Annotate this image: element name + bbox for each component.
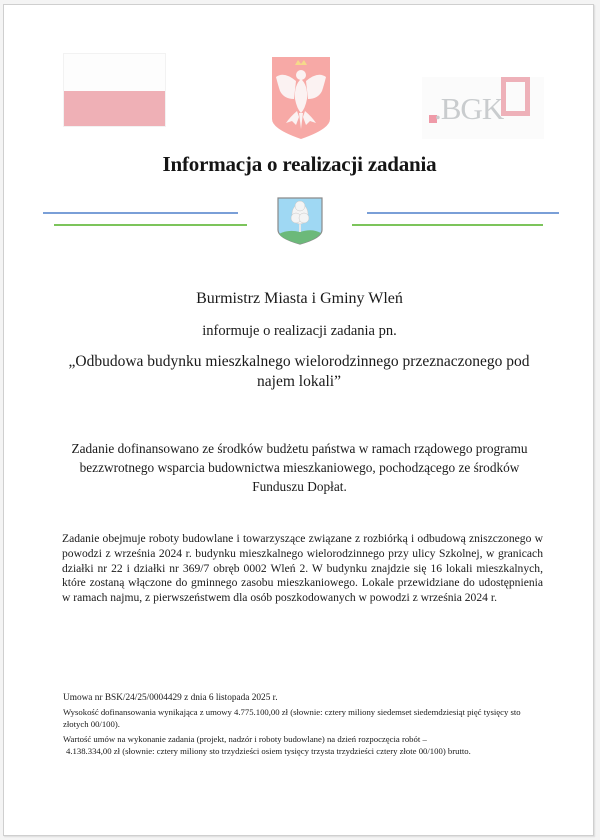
divider-line-blue-right: [367, 212, 559, 214]
page-title: Informacja o realizacji zadania: [162, 152, 437, 176]
bgk-square-icon: [501, 77, 530, 116]
wlen-coat-of-arms-icon: [276, 196, 324, 245]
divider-line-green-left: [54, 224, 247, 226]
flag-white-stripe: [64, 54, 165, 91]
task-name: „Odbudowa budynku mieszkalnego wielorodzinnego przeznaczonego pod najem lokali”: [68, 353, 530, 390]
document-page: [3, 4, 594, 836]
divider-line-green-right: [352, 224, 543, 226]
funding-amount: Wysokość dofinansowania wynikająca z umowy 4.775.100,00 zł (słownie: cztery miliony siedemset siedemdziesiąt pięć tysięcy sto złotych 00/100).: [63, 707, 521, 729]
flag-red-stripe: [64, 91, 165, 126]
bgk-logo: [422, 77, 544, 139]
contract-value-line1: Wartość umów na wykonanie zadania (projekt, nadzór i roboty budowlane) na dzień rozpoczęcia robót –: [63, 734, 427, 744]
bgk-logo-text: .BGK: [434, 91, 504, 126]
informs-line: informuje o realizacji zadania pn.: [202, 323, 397, 339]
contract-value-line2: 4.138.334,00 zł (słownie: cztery miliony sto trzydzieści osiem tysięcy trzysta trzydzieści cztery złote 00/100) brutto.: [66, 746, 471, 756]
polish-eagle-emblem-icon: [270, 55, 332, 139]
contract-value: [63, 733, 543, 757]
funding-info: Zadanie dofinansowano ze środków budżetu państwa w ramach rządowego programu bezzwrotnego wsparcia budownictwa mieszkaniowego, pochodzącego ze środków Funduszu Dopłat.: [71, 441, 528, 494]
mayor-heading: Burmistrz Miasta i Gminy Wleń: [196, 290, 403, 307]
contract-number: Umowa nr BSK/24/25/0004429 z dnia 6 listopada 2025 r.: [63, 693, 278, 703]
polish-flag-logo: [63, 53, 166, 127]
divider-line-blue-left: [43, 212, 238, 214]
task-scope-paragraph: Zadanie obejmuje roboty budowlane i towarzyszące związane z rozbiórką i odbudową zniszczonego w powodzi z września 2024 r. budynku mieszkalnego wielorodzinnego przy ulicy Szkolnej, w granicach działki nr 22 i działki nr 369/7 obręb 0002 Wleń 2. W budynku znajdzie się 16 lokali mieszkalnych, które zostaną włączone do gminnego zasobu mieszkaniowego. Lokale przewidziane do udostępnienia w ramach najmu, z pierwszeństwem dla osób poszkodowanych w powodzi z września 2024 r.: [62, 532, 543, 605]
